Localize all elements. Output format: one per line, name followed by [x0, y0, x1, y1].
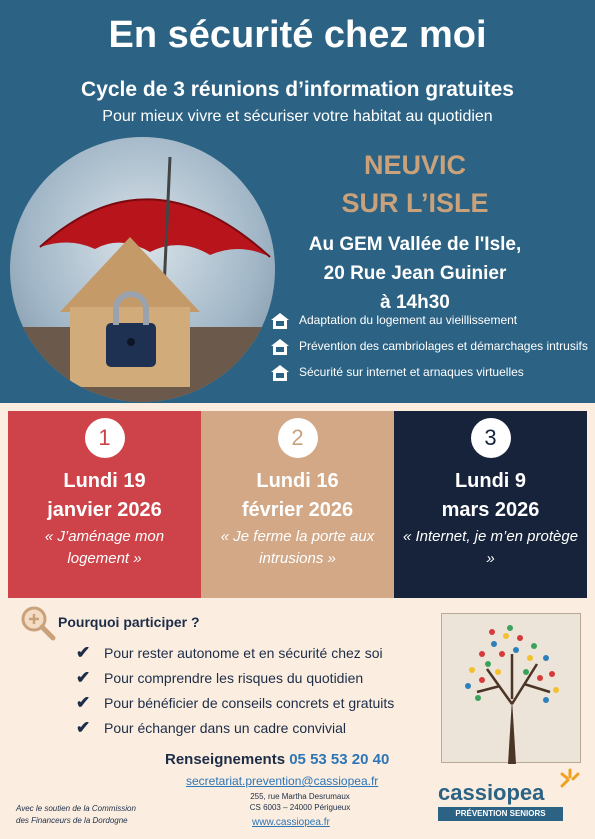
session-theme: « Je ferme la porte aux intrusions »: [220, 528, 375, 567]
reason-item: ✔ Pour rester autonome et en sécurité chez soi: [76, 642, 383, 662]
session-theme: « Internet, je m’en protège »: [402, 528, 579, 567]
reason-item: ✔ Pour bénéficier de conseils concrets et gratuits: [76, 692, 395, 712]
topics-list: [270, 312, 590, 390]
topic-item: Prévention des cambriolages et démarchages intrusifs: [270, 338, 590, 356]
checkmark-icon: ✔: [76, 667, 91, 687]
website-link[interactable]: www.cassiopea.fr: [252, 817, 330, 828]
phone-number[interactable]: 05 53 53 20 40: [289, 751, 390, 768]
logo-band: PRÉVENTION SENIORS: [438, 807, 563, 821]
email-link[interactable]: secretariat.prevention@cassiopea.fr: [186, 774, 379, 788]
magnifier-plus-icon: [20, 605, 56, 641]
page-subtitle: Cycle de 3 réunions d’information gratuites: [81, 78, 514, 101]
home-icon: [270, 312, 290, 330]
page-title: En sécurité chez moi: [108, 14, 487, 56]
session-theme: « J’aménage mon logement »: [44, 528, 165, 567]
checkmark-icon: ✔: [76, 717, 91, 737]
checkmark-icon: ✔: [76, 642, 91, 662]
why-title: Pourquoi participer ?: [58, 614, 200, 630]
checkmark-icon: ✔: [76, 692, 91, 712]
session-date: Lundi 9 mars 2026: [441, 470, 540, 521]
session-card: [201, 411, 394, 598]
session-card: [8, 411, 201, 598]
reason-item: ✔ Pour échanger dans un cadre convivial: [76, 717, 347, 737]
session-date: Lundi 16 février 2026: [241, 470, 354, 521]
venue-address: Au GEM Vallée de l'Isle, 20 Rue Jean Guinier à 14h30: [308, 234, 522, 313]
session-number: 3: [471, 418, 511, 458]
cassiopea-logo: [438, 766, 583, 826]
reason-item: ✔ Pour comprendre les risques du quotidien: [76, 667, 364, 687]
tagline: Pour mieux vivre et sécuriser votre habitat au quotidien: [102, 108, 493, 125]
home-icon: [270, 364, 290, 382]
reasons-list: [76, 640, 394, 740]
topic-item: Adaptation du logement au vieillissement: [270, 312, 590, 330]
home-icon: [270, 338, 290, 356]
session-number: 2: [278, 418, 318, 458]
session-number: 1: [85, 418, 125, 458]
city-name: NEUVIC SUR L’ISLE: [341, 150, 489, 218]
tree-artwork: [441, 613, 581, 763]
session-date: Lundi 19 janvier 2026: [47, 470, 162, 521]
support-note: Avec le soutien de la Commission des Financeurs de la Dordogne: [16, 804, 136, 825]
session-card: [394, 411, 587, 598]
hero-banner: [0, 0, 595, 403]
postal-address: 255, rue Martha Desrumaux CS 6003 – 24000 Périgueux: [249, 792, 351, 812]
logo-name: cassiopea: [438, 780, 545, 805]
umbrella-house-photo: [10, 137, 275, 402]
contact-line: Renseignements 05 53 53 20 40: [165, 751, 390, 768]
topic-item: Sécurité sur internet et arnaques virtuelles: [270, 364, 590, 382]
sessions-row: [8, 411, 587, 598]
